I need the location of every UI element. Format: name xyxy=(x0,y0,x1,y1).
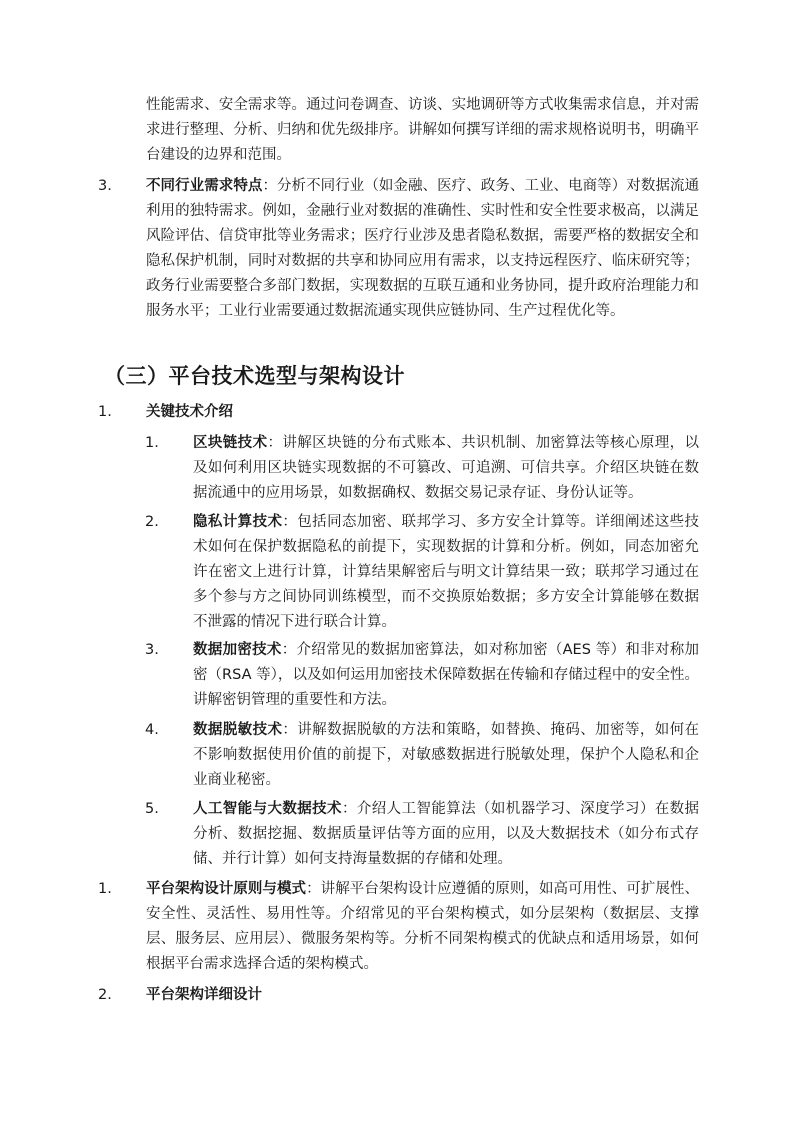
sublist-number: 1. xyxy=(145,435,159,451)
item-title: 人工智能与大数据技术 xyxy=(193,801,342,817)
sublist-item-privacy-computing: 隐私计算技术：包括同态加密、联邦学习、多方安全计算等。详细阐述这些技术如何在保护数据隐私的前提下，实现数据的计算和分析。例如，同态加密允许在密文上进行计算，计算结果解密后与明文计算结果一致；联邦学习通过在多个参与方之间协同训练模型，而不交换原始数据；多方安全计算能够在数据不泄露的情况下进行联合计算。 xyxy=(193,514,700,630)
item-body: 分析不同行业（如金融、医疗、政务、工业、电商等）对数据流通利用的独特需求。例如，金融行业对数据的准确性、实时性和安全性要求极高，以满足风险评估、信贷审批等业务需求；医疗行业涉及患者隐私数据，需要严格的数据安全和隐私保护机制，同时对数据的共享和协同应用有需求，以支持远程医疗、临床研究等；政务行业需要整合多部门数据，实现数据的互联互通和业务协同，提升政府治理能力和服务水平；工业行业需要通过数据流通实现供应链协同、生产过程优化等。 xyxy=(146,178,700,319)
section-heading: （三）平台技术选型与架构设计 xyxy=(104,364,405,388)
list-item-key-tech-title: 关键技术介绍 xyxy=(146,404,233,420)
list-item-arch-detail-title: 平台架构详细设计 xyxy=(146,987,262,1003)
list-number: 1. xyxy=(98,404,112,420)
item-title: 数据脱敏技术 xyxy=(193,722,283,738)
list-number: 2. xyxy=(98,987,112,1003)
sublist-number: 2. xyxy=(145,514,159,530)
item-body: 讲解平台架构设计应遵循的原则，如高可用性、可扩展性、安全性、灵活性、易用性等。介绍常见的平台架构模式，如分层架构（数据层、支撑层、服务层、应用层）、微服务架构等。分析不同架构模式的优缺点和适用场景，如何根据平台需求选择合适的架构模式。 xyxy=(146,881,700,972)
item-title: 区块链技术 xyxy=(193,435,268,451)
item-title: 不同行业需求特点 xyxy=(146,178,263,194)
list-number: 3. xyxy=(98,178,112,194)
sublist-item-ai-bigdata: 人工智能与大数据技术：介绍人工智能算法（如机器学习、深度学习）在数据分析、数据挖掘、数据质量评估等方面的应用，以及大数据技术（如分布式存储、并行计算）如何支持海量数据的存储和处理。 xyxy=(193,801,700,867)
item-body: 介绍人工智能算法（如机器学习、深度学习）在数据分析、数据挖掘、数据质量评估等方面的应用，以及大数据技术（如分布式存储、并行计算）如何支持海量数据的存储和处理。 xyxy=(193,801,700,867)
item-body: 讲解数据脱敏的方法和策略，如替换、掩码、加密等，如何在不影响数据使用价值的前提下，对敏感数据进行脱敏处理，保护个人隐私和企业商业秘密。 xyxy=(193,722,700,788)
item-title: 数据加密技术 xyxy=(193,642,282,658)
item-title: 隐私计算技术 xyxy=(193,514,283,530)
list-item-arch-principles: 平台架构设计原则与模式：讲解平台架构设计应遵循的原则，如高可用性、可扩展性、安全性、灵活性、易用性等。介绍常见的平台架构模式，如分层架构（数据层、支撑层、服务层、应用层）、微服务架构等。分析不同架构模式的优缺点和适用场景，如何根据平台需求选择合适的架构模式。 xyxy=(146,881,700,972)
item-body: 讲解区块链的分布式账本、共识机制、加密算法等核心原理，以及如何利用区块链实现数据的不可篡改、可追溯、可信共享。介绍区块链在数据流通中的应用场景，如数据确权、数据交易记录存证、身份认证等。 xyxy=(193,435,700,501)
list-number: 1. xyxy=(98,881,112,897)
item-title: 平台架构设计原则与模式 xyxy=(146,881,307,897)
sublist-item-desensitization: 数据脱敏技术：讲解数据脱敏的方法和策略，如替换、掩码、加密等，如何在不影响数据使用价值的前提下，对敏感数据进行脱敏处理，保护个人隐私和企业商业秘密。 xyxy=(193,722,700,788)
sublist-item-encryption: 数据加密技术：介绍常见的数据加密算法，如对称加密（AES 等）和非对称加密（RSA 等），以及如何运用加密技术保障数据在传输和存储过程中的安全性。讲解密钥管理的重要性和方法。 xyxy=(193,642,700,708)
sublist-number: 4. xyxy=(145,722,159,738)
sublist-item-blockchain: 区块链技术：讲解区块链的分布式账本、共识机制、加密算法等核心原理，以及如何利用区块链实现数据的不可篡改、可追溯、可信共享。介绍区块链在数据流通中的应用场景，如数据确权、数据交易记录存证、身份认证等。 xyxy=(193,435,700,501)
sublist-number: 5. xyxy=(145,801,159,817)
list-item-industry-needs: 不同行业需求特点：分析不同行业（如金融、医疗、政务、工业、电商等）对数据流通利用的独特需求。例如，金融行业对数据的准确性、实时性和安全性要求极高，以满足风险评估、信贷审批等业务需求；医疗行业涉及患者隐私数据，需要严格的数据安全和隐私保护机制，同时对数据的共享和协同应用有需求，以支持远程医疗、临床研究等；政务行业需要整合多部门数据，实现数据的互联互通和业务协同，提升政府治理能力和服务水平；工业行业需要通过数据流通实现供应链协同、生产过程优化等。 xyxy=(146,178,700,319)
item-body: 包括同态加密、联邦学习、多方安全计算等。详细阐述这些技术如何在保护数据隐私的前提下，实现数据的计算和分析。例如，同态加密允许在密文上进行计算，计算结果解密后与明文计算结果一致；联邦学习通过在多个参与方之间协同训练模型，而不交换原始数据；多方安全计算能够在数据不泄露的情况下进行联合计算。 xyxy=(193,514,700,630)
sublist-number: 3. xyxy=(145,642,159,658)
paragraph-requirements-continued: 性能需求、安全需求等。通过问卷调查、访谈、实地调研等方式收集需求信息，并对需求进行整理、分析、归纳和优先级排序。讲解如何撰写详细的需求规格说明书，明确平台建设的边界和范围。 xyxy=(146,97,699,163)
item-body: 介绍常见的数据加密算法，如对称加密（AES 等）和非对称加密（RSA 等），以及如何运用加密技术保障数据在传输和存储过程中的安全性。讲解密钥管理的重要性和方法。 xyxy=(193,642,700,708)
